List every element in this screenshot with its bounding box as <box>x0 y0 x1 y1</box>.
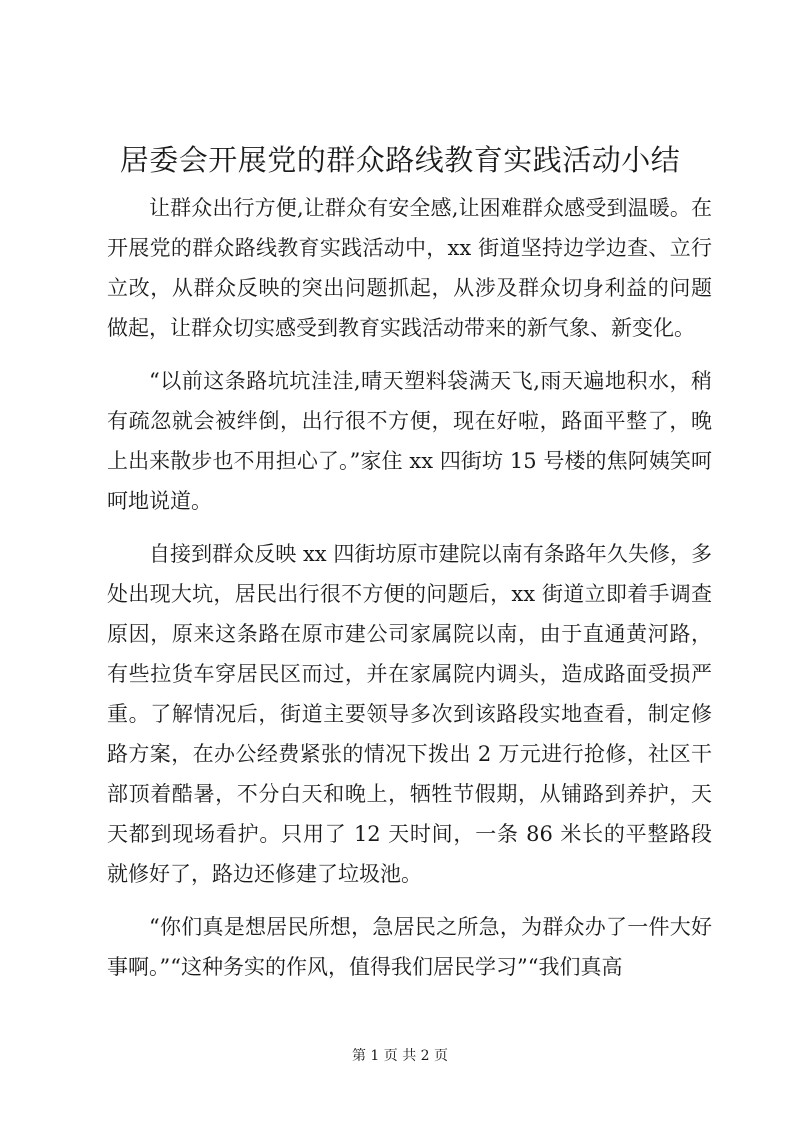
page-footer: 第 1 页 共 2 页 <box>351 1048 449 1064</box>
paragraph-3: 自接到群众反映 xx 四街坊原市建院以南有条路年久失修，多处出现大坑，居民出行很不方便的问题后，xx 街道立即着手调查原因，原来这条路在原市建公司家属院以南，由于直通黄河路，有些拉货车穿居民区而过，并在家属院内调头，造成路面受损严重。了解情况后，街道主要领导多次到该路段实地查看，制定修路方案，在办公经费紧张的情况下拨出 2 万元进行抢修，社区干部顶着酷暑，不分白天和晚上，牺牲节假期，从铺路到养护，天天都到现场看护。只用了 12 天时间，一条 86 米长的平整路段就修好了，路边还修建了垃圾池。 <box>107 542 712 886</box>
page-title: 居委会开展党的群众路线教育实践活动小结 <box>119 143 681 177</box>
paragraph-4: “你们真是想居民所想，急居民之所急，为群众办了一件大好事啊。”“这种务实的作风，值得我们居民学习”“我们真高 <box>107 915 712 979</box>
document-body <box>107 188 712 1000</box>
paragraph-2: “以前这条路坑坑洼洼,晴天塑料袋满天飞,雨天遍地积水，稍有疏忽就会被绊倒，出行很不方便，现在好啦，路面平整了，晚上出来散步也不用担心了。”家住 xx 四街坊 15 号楼的焦阿姨笑呵呵地说道。 <box>107 369 712 513</box>
paragraph-1: 让群众出行方便,让群众有安全感,让困难群众感受到温暖。在开展党的群众路线教育实践活动中，xx 街道坚持边学边查、立行立改，从群众反映的突出问题抓起，从涉及群众切身利益的问题做起，让群众切实感受到教育实践活动带来的新气象、新变化。 <box>107 196 712 340</box>
